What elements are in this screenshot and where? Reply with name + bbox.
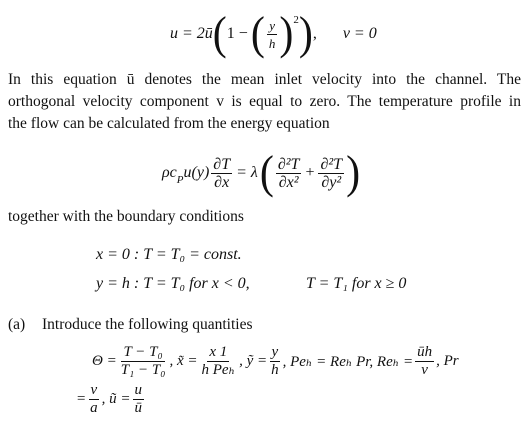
paragraph-mean-velocity	[8, 69, 521, 135]
paragraph-boundary-conditions: together with the boundary conditions	[8, 208, 244, 225]
eq2-open-paren: (	[259, 147, 274, 199]
eq2-dx2: ∂x²	[278, 173, 299, 191]
eq2-dx: ∂x	[214, 173, 230, 191]
eq2-dTdx	[211, 156, 232, 191]
quantities-line-1	[92, 344, 459, 379]
xt-num: x 1	[209, 344, 228, 360]
reh-den: ν	[421, 362, 428, 378]
para1-line-2: orthogonal velocity component v is equal to zero. The temperature profile in	[8, 93, 521, 110]
eq1-inner-open-paren: (	[250, 8, 265, 60]
eq1-one: 1 −	[226, 25, 248, 42]
xt-def: , x̃ =	[169, 353, 198, 369]
theta-def: Θ =	[92, 353, 117, 369]
eq1-comma: ,	[312, 25, 317, 42]
eq1-square: 2	[293, 14, 299, 26]
eq1-frac-den: h	[268, 35, 276, 51]
item-a-text: Introduce the following quantities	[42, 316, 253, 333]
eq1-v-zero: v = 0	[342, 25, 377, 42]
eq2-eq-lambda: = λ	[236, 164, 258, 181]
eq2-lhs-rest: u(y)	[183, 164, 210, 181]
bc-line-1: x = 0 : T = T₀ = const.	[96, 246, 242, 263]
item-a-label: (a)	[8, 316, 26, 333]
theta-num: T − T₀	[123, 344, 163, 360]
eq2-close-paren: )	[346, 147, 361, 199]
eq2-d2T-a: ∂²T	[277, 155, 300, 173]
yt-num: y	[271, 344, 279, 360]
ut-num: u	[134, 382, 142, 398]
theta-den: T₁ − T₀	[120, 362, 166, 378]
eq2-lhs: ρc	[162, 164, 177, 181]
eq1-frac-num: y	[269, 17, 275, 33]
pr-den: a	[90, 400, 98, 416]
eq2-d2T-b: ∂²T	[320, 155, 343, 173]
eq1-close-paren: )	[298, 8, 313, 60]
eq2-d2Tdx2	[276, 156, 302, 191]
equation-energy	[162, 148, 360, 198]
peh-def: , Peₕ = Reₕ Pr, Reₕ =	[282, 354, 414, 370]
equation-velocity-profile	[170, 8, 377, 60]
pr-frac	[88, 382, 100, 417]
xt-den: h Peₕ	[201, 362, 236, 378]
xt-frac	[200, 344, 238, 379]
ut-frac	[133, 382, 145, 417]
yt-den: h	[271, 362, 279, 378]
bc-line-2b: T = T₁ for x ≥ 0	[306, 275, 407, 292]
ut-def: , ũ =	[101, 391, 131, 407]
eq2-dT: ∂T	[213, 155, 231, 173]
eq1-y-over-h	[267, 17, 278, 52]
eq1-inner-close-paren: )	[279, 8, 294, 60]
bc-line-2a: y = h : T = T₀ for x < 0,	[96, 275, 250, 292]
reh-frac	[415, 344, 434, 379]
quantities-line-2	[76, 382, 146, 417]
eq2-lhs-sub: P	[176, 174, 184, 186]
eq2-d2Tdy2	[318, 156, 344, 191]
yt-def: , ỹ =	[239, 353, 268, 369]
yt-frac	[269, 344, 281, 379]
pr-label: , Pr	[436, 353, 459, 369]
eq1-open-paren: (	[212, 8, 227, 60]
ut-den: ū	[134, 400, 142, 416]
pr-eq: =	[76, 391, 87, 407]
para1-line-3: the flow can be calculated from the energy equation	[8, 115, 330, 132]
theta-frac	[119, 344, 168, 379]
para1-line-1: In this equation ū denotes the mean inlet velocity into the channel. The	[8, 71, 521, 88]
eq2-dy2: ∂y²	[321, 173, 342, 191]
pr-num: ν	[90, 382, 98, 398]
eq2-plus: +	[305, 164, 315, 181]
reh-num: ūh	[417, 344, 433, 360]
eq1-lhs: u = 2ū	[170, 25, 213, 42]
